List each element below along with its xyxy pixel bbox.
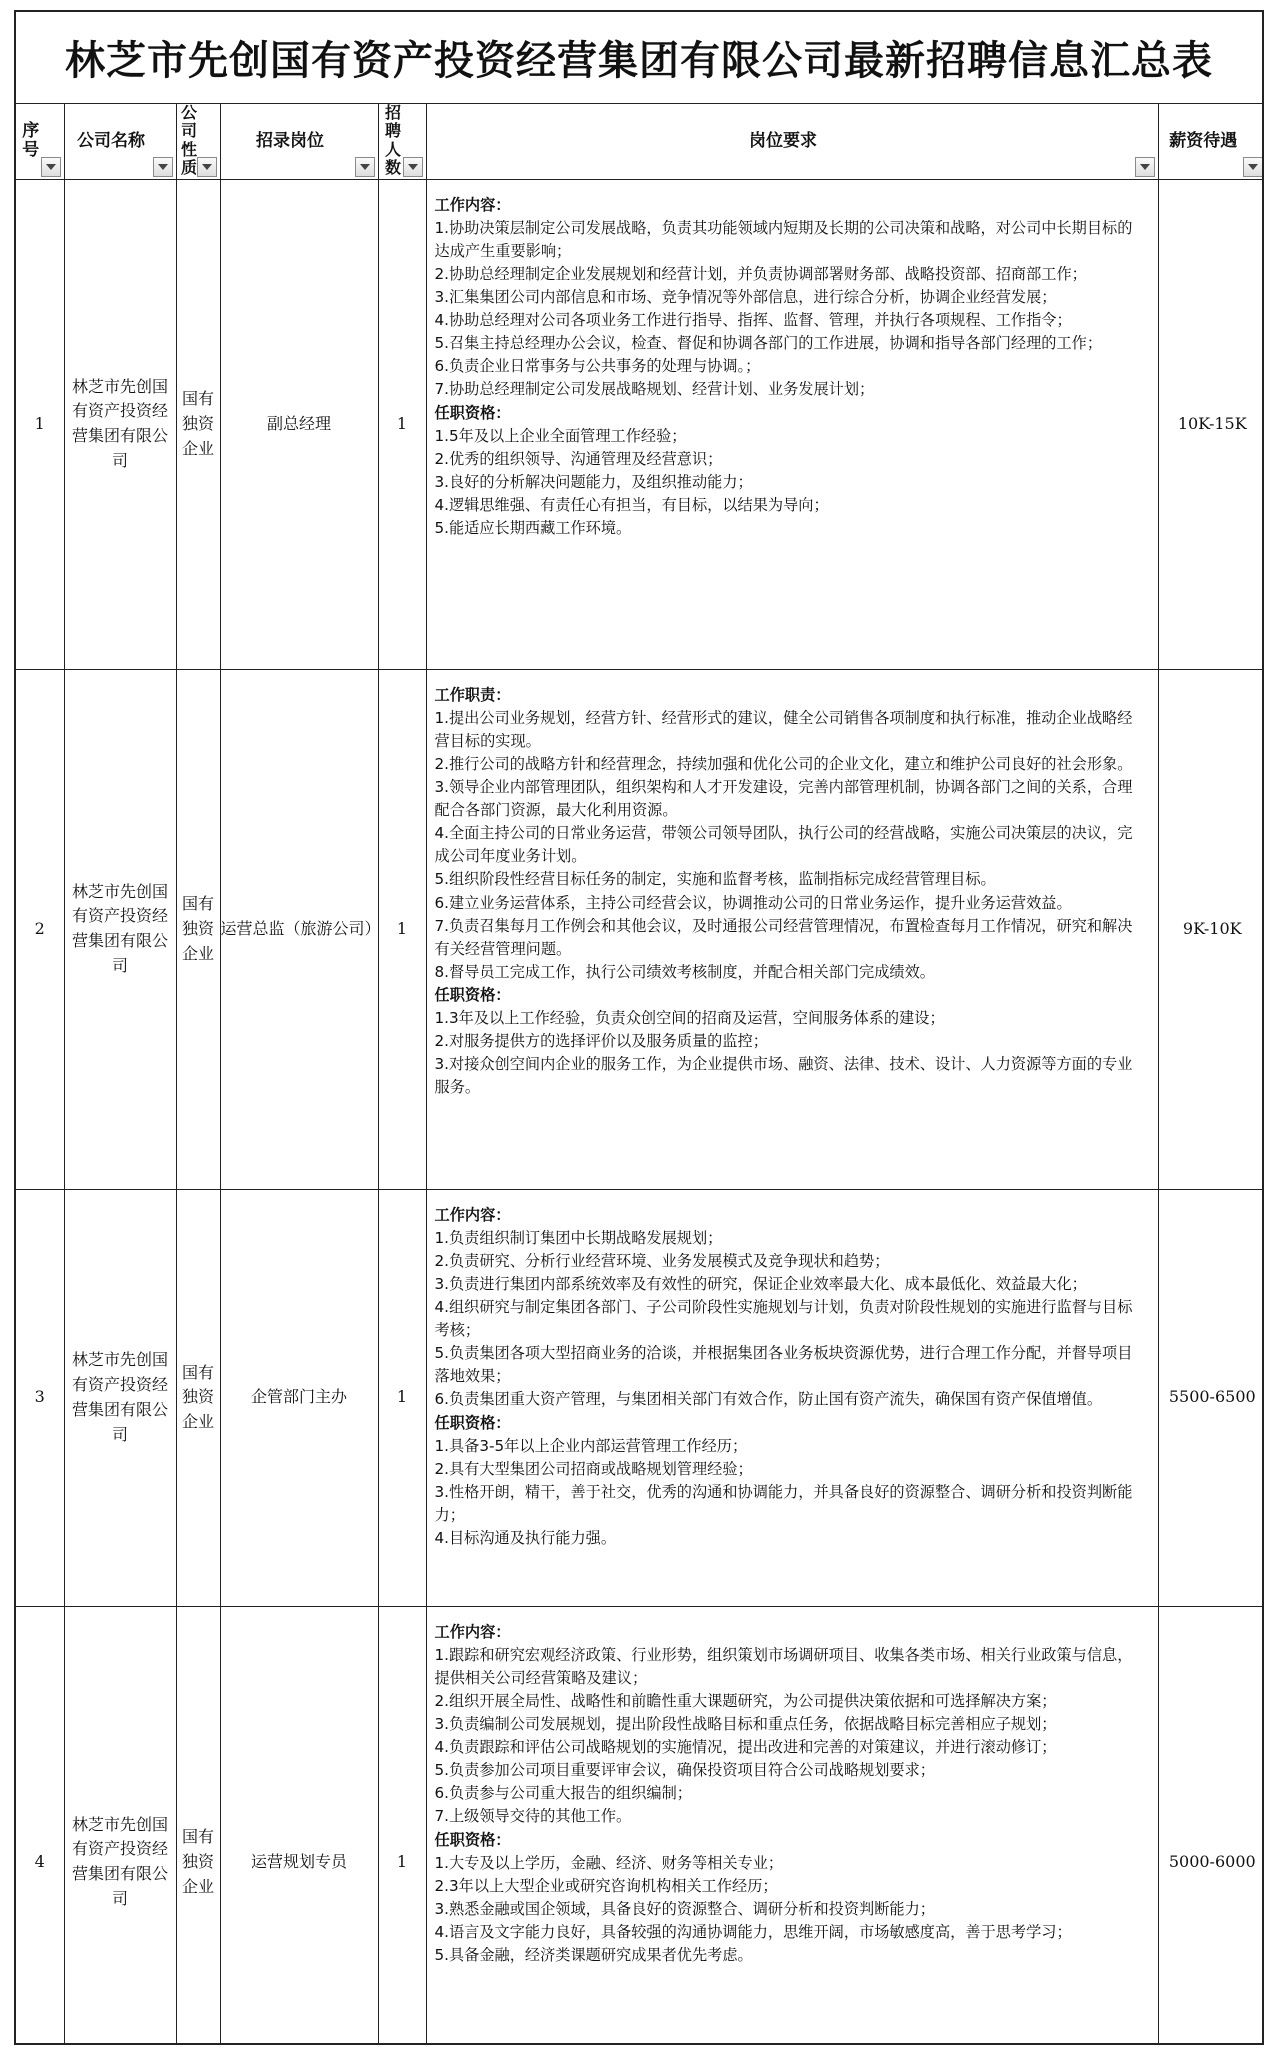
cell-requirements — [426, 179, 1158, 669]
requirement-item: 1.负责组织制订集团中长期战略发展规划； — [434, 1228, 723, 1247]
header-company — [64, 104, 176, 179]
requirement-item: 1.协助决策层制定公司发展战略，负责其功能领域内短期及长期的公司决策和战略，对公司中长期目标的达成产生重要影响； — [434, 218, 1133, 260]
recruitment-table — [16, 104, 1264, 2045]
requirement-item: 2.协助总经理制定企业发展规划和经营计划，并负责协调部署财务部、战略投资部、招商部工作； — [434, 265, 1087, 283]
cell-requirements — [426, 1189, 1158, 1606]
cell-company: 林芝市先创国有资产投资经营集团有限公司 — [64, 1606, 176, 2045]
requirement-item: 3.汇集集团公司内部信息和市场、竞争情况等外部信息，进行综合分析，协调企业经营发展； — [434, 288, 1057, 307]
cell-company-type: 国有独资企业 — [176, 179, 220, 669]
requirement-item: 3.熟悉金融或国企领域，具备良好的资源整合、调研分析和投资判断能力； — [434, 1899, 935, 1918]
requirement-item: 2.组织开展全局性、战略性和前瞻性重大课题研究，为公司提供决策依据和可选择解决方案； — [434, 1692, 1057, 1710]
section-heading: 任职资格： — [434, 1830, 511, 1849]
requirement-item: 3.负责进行集团内部系统效率及有效性的研究，保证企业效率最大化、成本最低化、效益最大化； — [434, 1275, 1087, 1293]
section-heading: 任职资格： — [434, 985, 511, 1004]
requirement-item: 4.逻辑思维强、有责任心有担当，有目标，以结果为导向； — [434, 495, 829, 514]
requirement-item: 6.建立业务运营体系，主持公司经营会议，协调推动公司的日常业务运作，提升业务运营效益。 — [434, 893, 1072, 912]
requirement-item: 6.负责集团重大资产管理，与集团相关部门有效合作，防止国有资产流失，确保国有资产保值增值。 — [434, 1390, 1103, 1409]
filter-dropdown-icon[interactable] — [403, 157, 423, 177]
requirement-item: 1.大专及以上学历，金融、经济、财务等相关专业； — [434, 1853, 784, 1872]
filter-dropdown-icon[interactable] — [355, 157, 375, 177]
cell-company-type: 国有独资企业 — [176, 1606, 220, 2045]
cell-company: 林芝市先创国有资产投资经营集团有限公司 — [64, 179, 176, 669]
table-row — [16, 179, 1264, 669]
header-count — [378, 104, 426, 179]
sheet-title: 林芝市先创国有资产投资经营集团有限公司最新招聘信息汇总表 — [16, 12, 1262, 104]
requirement-item: 1.5年及以上企业全面管理工作经验； — [434, 426, 687, 445]
cell-company: 林芝市先创国有资产投资经营集团有限公司 — [64, 1189, 176, 1606]
cell-position: 副总经理 — [220, 179, 378, 669]
requirement-item: 1.3年及以上工作经验，负责众创空间的招商及运营，空间服务体系的建设； — [434, 1009, 945, 1028]
recruitment-sheet — [14, 10, 1264, 2045]
requirement-item: 5.负责集团各项大型招商业务的洽谈，并根据集团各业务板块资源优势，进行合理工作分配，并督导项目落地效果； — [434, 1344, 1133, 1386]
requirement-item: 5.组织阶段性经营目标任务的制定，实施和监督考核，监制指标完成经营管理目标。 — [434, 870, 996, 889]
cell-salary: 9K-10K — [1158, 669, 1264, 1189]
requirement-item: 4.组织研究与制定集团各部门、子公司阶段性实施规划与计划，负责对阶段性规划的实施进行监督与目标考核； — [434, 1298, 1133, 1340]
header-salary — [1158, 104, 1264, 179]
cell-seq: 2 — [16, 669, 64, 1189]
header-salary-label: 薪资待遇 — [1169, 130, 1238, 151]
requirement-item: 1.具备3-5年以上企业内部运营管理工作经历； — [434, 1436, 748, 1455]
cell-company: 林芝市先创国有资产投资经营集团有限公司 — [64, 669, 176, 1189]
header-requirements — [426, 104, 1158, 179]
cell-seq: 1 — [16, 179, 64, 669]
header-position-label: 招录岗位 — [256, 130, 324, 151]
requirement-item: 2.具有大型集团公司招商或战略规划管理经验； — [434, 1459, 753, 1478]
section-heading: 任职资格： — [434, 1413, 511, 1432]
requirement-item: 4.协助总经理对公司各项业务工作进行指导、指挥、监督、管理，并执行各项规程、工作指令； — [434, 311, 1072, 330]
requirement-item: 1.跟踪和研究宏观经济政策、行业形势，组织策划市场调研项目、收集各类市场、相关行业政策与信息，提供相关公司经营策略及建议； — [434, 1645, 1133, 1687]
requirement-item: 6.负责企业日常事务与公共事务的处理与协调。； — [434, 357, 761, 376]
section-heading: 工作内容： — [434, 195, 511, 214]
cell-company-type: 国有独资企业 — [176, 669, 220, 1189]
filter-dropdown-icon[interactable] — [197, 157, 217, 177]
requirement-item: 2.优秀的组织领导、沟通管理及经营意识； — [434, 449, 723, 468]
filter-dropdown-icon[interactable] — [1243, 157, 1263, 177]
requirement-item: 5.能适应长期西藏工作环境。 — [434, 519, 632, 538]
cell-count: 1 — [378, 179, 426, 669]
requirement-item: 4.目标沟通及执行能力强。 — [434, 1529, 617, 1548]
cell-salary: 5000-6000 — [1158, 1606, 1264, 2045]
filter-dropdown-icon[interactable] — [41, 157, 61, 177]
section-heading: 工作内容： — [434, 1205, 511, 1224]
header-count-label: 招聘人数 — [384, 103, 401, 178]
section-heading: 任职资格： — [434, 403, 511, 422]
table-row — [16, 669, 1264, 1189]
cell-position: 运营总监（旅游公司） — [220, 669, 378, 1189]
filter-dropdown-icon[interactable] — [153, 157, 173, 177]
requirement-item: 2.3年以上大型企业或研究咨询机构相关工作经历； — [434, 1876, 778, 1895]
requirement-item: 2.对服务提供方的选择评价以及服务质量的监控； — [434, 1032, 768, 1051]
cell-count: 1 — [378, 669, 426, 1189]
requirement-item: 5.具备金融，经济类课题研究成果者优先考虑。 — [434, 1946, 753, 1965]
requirement-item: 1.提出公司业务规划，经营方针、经营形式的建议，健全公司销售各项制度和执行标准，推动企业战略经营目标的实现。 — [434, 708, 1133, 750]
header-position — [220, 104, 378, 179]
header-seq — [16, 104, 64, 179]
requirement-item: 8.督导员工完成工作，执行公司绩效考核制度，并配合相关部门完成绩效。 — [434, 962, 935, 981]
cell-company-type: 国有独资企业 — [176, 1189, 220, 1606]
section-heading: 工作内容： — [434, 1622, 511, 1641]
header-ctype — [176, 104, 220, 179]
requirement-item: 2.推行公司的战略方针和经营理念，持续加强和优化公司的企业文化，建立和维护公司良好的社会形象。 — [434, 755, 1133, 773]
requirement-item: 5.负责参加公司项目重要评审会议，确保投资项目符合公司战略规划要求； — [434, 1761, 935, 1780]
requirement-item: 6.负责参与公司重大报告的组织编制； — [434, 1784, 692, 1803]
requirement-item: 4.负责跟踪和评估公司战略规划的实施情况，提出改进和完善的对策建议，并进行滚动修订； — [434, 1738, 1057, 1757]
requirement-item: 3.负责编制公司发展规划，提出阶段性战略目标和重点任务，依据战略目标完善相应子规划； — [434, 1715, 1057, 1734]
cell-requirements — [426, 669, 1158, 1189]
cell-seq: 3 — [16, 1189, 64, 1606]
requirement-item: 5.召集主持总经理办公会议，检查、督促和协调各部门的工作进展，协调和指导各部门经理的工作； — [434, 334, 1103, 353]
requirement-item: 4.全面主持公司的日常业务运营，带领公司领导团队，执行公司的经营战略，实施公司决策层的决议，完成公司年度业务计划。 — [434, 824, 1133, 866]
requirement-item: 3.对接众创空间内企业的服务工作，为企业提供市场、融资、法律、技术、设计、人力资源等方面的专业服务。 — [434, 1055, 1133, 1097]
header-requirements-label: 岗位要求 — [749, 130, 817, 151]
cell-count: 1 — [378, 1189, 426, 1606]
cell-requirements — [426, 1606, 1158, 2045]
requirement-item: 3.良好的分析解决问题能力，及组织推动能力； — [434, 472, 753, 491]
cell-position: 运营规划专员 — [220, 1606, 378, 2045]
requirement-item: 7.负责召集每月工作例会和其他会议，及时通报公司经营管理情况，布置检查每月工作情况，研究和解决有关经营管理问题。 — [434, 916, 1133, 958]
cell-salary: 10K-15K — [1158, 179, 1264, 669]
cell-salary: 5500-6500 — [1158, 1189, 1264, 1606]
header-row — [16, 104, 1264, 179]
header-company-label: 公司名称 — [77, 130, 145, 151]
requirement-item: 3.领导企业内部管理团队，组织架构和人才开发建设，完善内部管理机制，协调各部门之间的关系，合理配合各部门资源，最大化利用资源。 — [434, 778, 1133, 820]
cell-seq: 4 — [16, 1606, 64, 2045]
header-seq-label: 序号 — [22, 120, 40, 161]
requirement-item: 2.负责研究、分析行业经营环境、业务发展模式及竞争现状和趋势； — [434, 1251, 890, 1270]
requirement-item: 7.协助总经理制定公司发展战略规划、经营计划、业务发展计划； — [434, 380, 875, 399]
filter-dropdown-icon[interactable] — [1135, 157, 1155, 177]
requirement-item: 7.上级领导交待的其他工作。 — [434, 1807, 632, 1826]
cell-position: 企管部门主办 — [220, 1189, 378, 1606]
requirement-item: 3.性格开朗，精干，善于社交，优秀的沟通和协调能力，并具备良好的资源整合、调研分析和投资判断能力； — [434, 1482, 1133, 1524]
cell-count: 1 — [378, 1606, 426, 2045]
table-row — [16, 1189, 1264, 1606]
table-row — [16, 1606, 1264, 2045]
header-ctype-label: 公司性质 — [180, 103, 197, 178]
requirement-item: 4.语言及文字能力良好，具备较强的沟通协调能力，思维开阔，市场敏感度高，善于思考学习； — [434, 1922, 1072, 1941]
section-heading: 工作职责： — [434, 685, 511, 704]
